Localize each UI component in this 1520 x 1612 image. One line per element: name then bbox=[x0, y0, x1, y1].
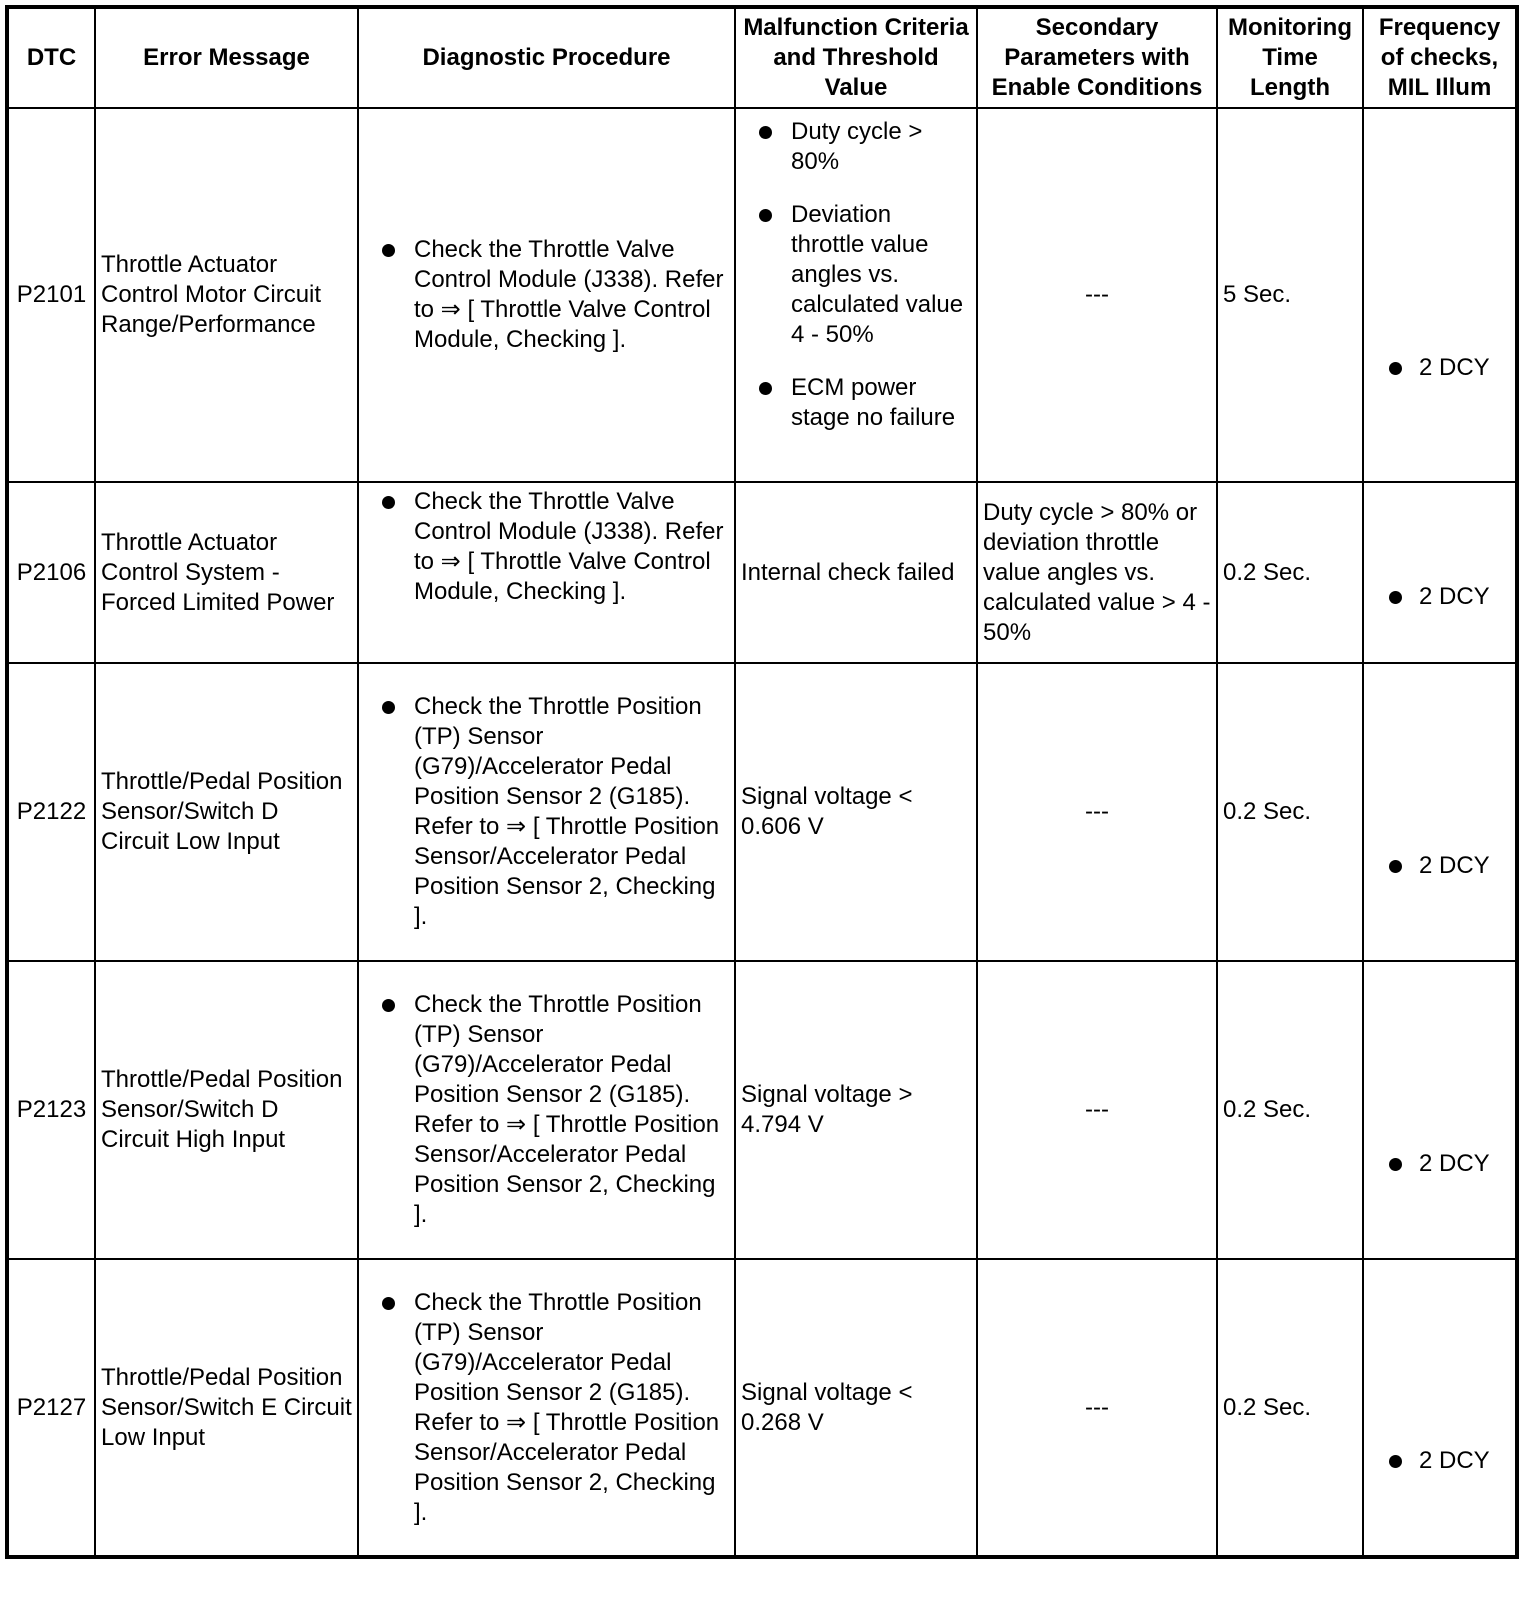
error-message: Throttle/Pedal Position Sensor/Switch D Circuit High Input bbox=[95, 961, 358, 1259]
error-message: Throttle/Pedal Position Sensor/Switch E Circuit Low Input bbox=[95, 1259, 358, 1557]
diagnostic-procedure bbox=[358, 108, 735, 482]
malfunction-criteria: Signal voltage < 0.606 V bbox=[735, 663, 977, 961]
table-row bbox=[7, 482, 1517, 663]
header-malfunction-criteria: Malfunction Criteria and Threshold Value bbox=[735, 7, 977, 108]
monitoring-time: 0.2 Sec. bbox=[1217, 1259, 1363, 1557]
error-message: Throttle Actuator Control System - Forced Limited Power bbox=[95, 482, 358, 663]
frequency-item: 2 DCY bbox=[1369, 851, 1510, 881]
procedure-item: Check the Throttle Valve Control Module (J338). Refer to ⇒ [ Throttle Valve Control Module, Checking ]. bbox=[364, 487, 729, 607]
malfunction-item: Duty cycle > 80% bbox=[741, 117, 971, 177]
dtc-table bbox=[5, 5, 1519, 1559]
diagnostic-procedure bbox=[358, 482, 735, 663]
dtc-code: P2106 bbox=[7, 482, 95, 663]
procedure-item: Check the Throttle Valve Control Module (J338). Refer to ⇒ [ Throttle Valve Control Module, Checking ]. bbox=[364, 235, 729, 355]
secondary-parameters: --- bbox=[977, 961, 1217, 1259]
malfunction-item: ECM power stage no failure bbox=[741, 373, 971, 433]
procedure-item: Check the Throttle Position (TP) Sensor (G79)/Accelerator Pedal Position Sensor 2 (G185). Refer to ⇒ [ Throttle Position Sensor/Accelerator Pedal Position Sensor 2, Checking ]. bbox=[364, 692, 729, 932]
secondary-parameters: --- bbox=[977, 1259, 1217, 1557]
monitoring-time: 5 Sec. bbox=[1217, 108, 1363, 482]
frequency bbox=[1363, 961, 1517, 1259]
frequency-item: 2 DCY bbox=[1369, 353, 1510, 383]
frequency-item: 2 DCY bbox=[1369, 582, 1510, 612]
header-frequency: Frequency of checks, MIL Illum bbox=[1363, 7, 1517, 108]
frequency bbox=[1363, 1259, 1517, 1557]
header-error-message: Error Message bbox=[95, 7, 358, 108]
malfunction-item: Deviation throttle value angles vs. calculated value 4 - 50% bbox=[741, 200, 971, 350]
dtc-code: P2127 bbox=[7, 1259, 95, 1557]
dtc-code: P2123 bbox=[7, 961, 95, 1259]
table-row bbox=[7, 108, 1517, 482]
malfunction-criteria: Internal check failed bbox=[735, 482, 977, 663]
malfunction-criteria: Signal voltage > 4.794 V bbox=[735, 961, 977, 1259]
secondary-parameters: --- bbox=[977, 663, 1217, 961]
table-row bbox=[7, 961, 1517, 1259]
frequency-item: 2 DCY bbox=[1369, 1446, 1510, 1476]
diagnostic-procedure bbox=[358, 663, 735, 961]
dtc-code: P2101 bbox=[7, 108, 95, 482]
monitoring-time: 0.2 Sec. bbox=[1217, 961, 1363, 1259]
header-diagnostic-procedure: Diagnostic Procedure bbox=[358, 7, 735, 108]
error-message: Throttle/Pedal Position Sensor/Switch D Circuit Low Input bbox=[95, 663, 358, 961]
header-monitoring-time: Monitoring Time Length bbox=[1217, 7, 1363, 108]
table-row bbox=[7, 663, 1517, 961]
secondary-parameters: Duty cycle > 80% or deviation throttle value angles vs. calculated value > 4 - 50% bbox=[977, 482, 1217, 663]
frequency bbox=[1363, 482, 1517, 663]
frequency-item: 2 DCY bbox=[1369, 1149, 1510, 1179]
procedure-item: Check the Throttle Position (TP) Sensor (G79)/Accelerator Pedal Position Sensor 2 (G185). Refer to ⇒ [ Throttle Position Sensor/Accelerator Pedal Position Sensor 2, Checking ]. bbox=[364, 1288, 729, 1528]
monitoring-time: 0.2 Sec. bbox=[1217, 663, 1363, 961]
procedure-item: Check the Throttle Position (TP) Sensor (G79)/Accelerator Pedal Position Sensor 2 (G185). Refer to ⇒ [ Throttle Position Sensor/Accelerator Pedal Position Sensor 2, Checking ]. bbox=[364, 990, 729, 1230]
malfunction-criteria: Signal voltage < 0.268 V bbox=[735, 1259, 977, 1557]
header-secondary-parameters: Secondary Parameters with Enable Conditions bbox=[977, 7, 1217, 108]
monitoring-time: 0.2 Sec. bbox=[1217, 482, 1363, 663]
error-message: Throttle Actuator Control Motor Circuit Range/Performance bbox=[95, 108, 358, 482]
diagnostic-procedure bbox=[358, 1259, 735, 1557]
header-row bbox=[7, 7, 1517, 108]
frequency bbox=[1363, 108, 1517, 482]
frequency bbox=[1363, 663, 1517, 961]
secondary-parameters: --- bbox=[977, 108, 1217, 482]
malfunction-criteria bbox=[735, 108, 977, 482]
table-row bbox=[7, 1259, 1517, 1557]
diagnostic-procedure bbox=[358, 961, 735, 1259]
dtc-code: P2122 bbox=[7, 663, 95, 961]
header-dtc: DTC bbox=[7, 7, 95, 108]
